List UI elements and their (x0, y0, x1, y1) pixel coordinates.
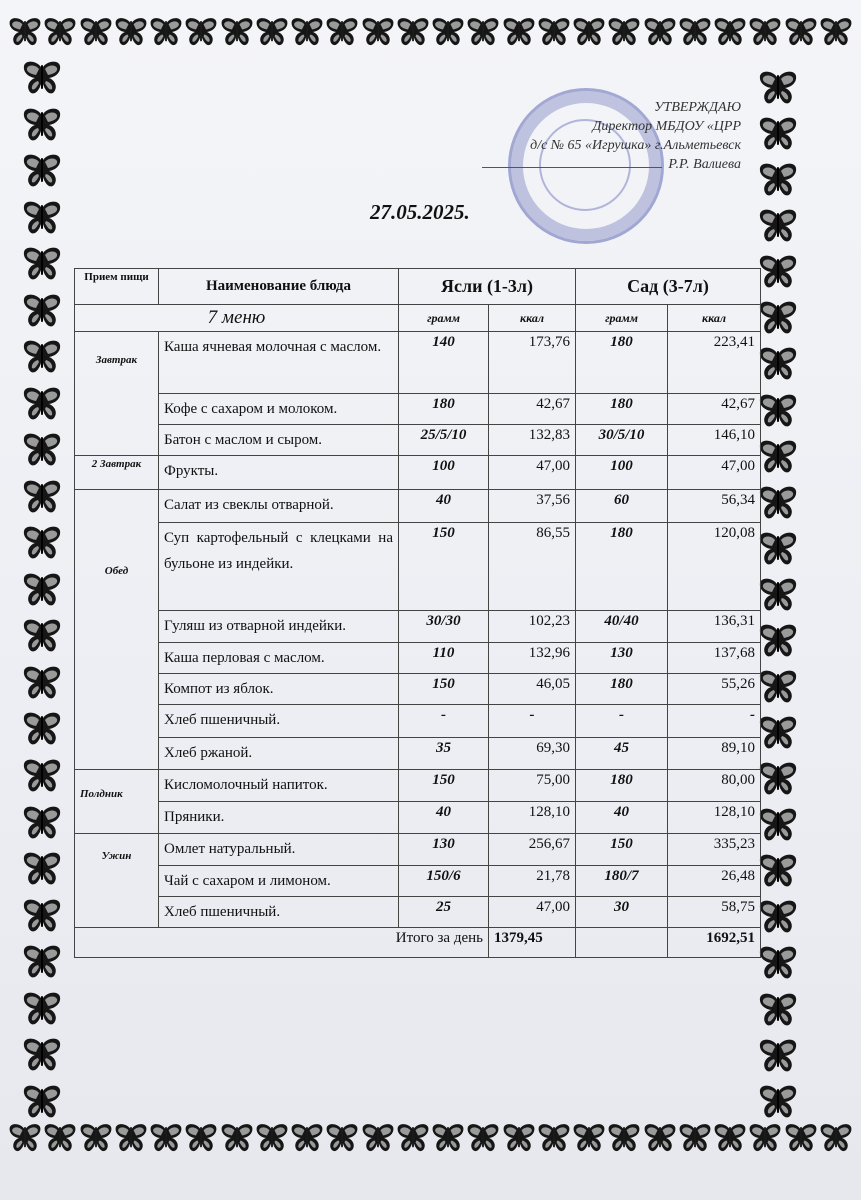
dish-name: Омлет натуральный. (159, 834, 399, 866)
menu-date: 27.05.2025. (370, 200, 470, 224)
butterfly-icon (758, 254, 798, 290)
butterfly-icon (22, 1084, 62, 1120)
butterfly-icon (22, 479, 62, 515)
butterfly-icon (396, 16, 430, 48)
approval-line-1: УТВЕРЖДАЮ (654, 100, 741, 115)
butterfly-icon (22, 246, 62, 282)
meal-lunch: Обед (75, 490, 159, 770)
nursery-gram: 150 (399, 674, 489, 705)
approval-line-2: Директор МБДОУ «ЦРР (592, 119, 741, 134)
butterfly-icon (290, 16, 324, 48)
nursery-kcal: 132,96 (489, 643, 576, 674)
garden-gram: 180 (576, 523, 668, 611)
butterfly-icon (22, 153, 62, 189)
nursery-kcal: 256,67 (489, 834, 576, 866)
butterfly-icon (537, 1122, 571, 1154)
butterfly-icon (713, 16, 747, 48)
butterfly-icon (502, 16, 536, 48)
header-nursery: Ясли (1-3л) (399, 269, 576, 305)
butterfly-icon (361, 1122, 395, 1154)
garden-kcal: 120,08 (668, 523, 761, 611)
garden-kcal: 89,10 (668, 738, 761, 770)
dish-name: Чай с сахаром и лимоном. (159, 866, 399, 897)
garden-gram: 40/40 (576, 611, 668, 643)
butterfly-icon (758, 208, 798, 244)
dish-name: Суп картофельный с клецками на бульоне из индейки. (159, 523, 399, 611)
table-row (75, 456, 761, 490)
nursery-gram: 25/5/10 (399, 425, 489, 456)
garden-gram: 45 (576, 738, 668, 770)
garden-kcal: - (668, 705, 761, 738)
garden-kcal: 26,48 (668, 866, 761, 897)
dish-name: Хлеб пшеничный. (159, 705, 399, 738)
table-row (75, 523, 761, 611)
butterfly-icon (22, 711, 62, 747)
butterfly-icon (678, 1122, 712, 1154)
nursery-gram: - (399, 705, 489, 738)
table-row (75, 897, 761, 928)
dish-name: Фрукты. (159, 456, 399, 490)
menu-title: 7 меню (75, 305, 399, 332)
nursery-kcal: 102,23 (489, 611, 576, 643)
table-row (75, 770, 761, 802)
butterfly-icon (396, 1122, 430, 1154)
garden-gram: 40 (576, 802, 668, 834)
butterfly-icon (22, 1037, 62, 1073)
nursery-gram: 180 (399, 394, 489, 425)
butterfly-icon (758, 393, 798, 429)
butterfly-border-top (8, 16, 853, 52)
garden-gram: 30 (576, 897, 668, 928)
total-row (75, 928, 761, 958)
butterfly-icon (22, 991, 62, 1027)
nursery-gram: 40 (399, 490, 489, 523)
butterfly-icon (502, 1122, 536, 1154)
nursery-kcal: - (489, 705, 576, 738)
nursery-gram: 100 (399, 456, 489, 490)
nursery-gram: 150 (399, 770, 489, 802)
butterfly-icon (607, 1122, 641, 1154)
garden-gram: 30/5/10 (576, 425, 668, 456)
butterfly-icon (220, 1122, 254, 1154)
approval-line-3: д/с № 65 «Игрушка» г.Альметьевск (530, 138, 741, 153)
butterfly-icon (184, 1122, 218, 1154)
garden-gram: 100 (576, 456, 668, 490)
butterfly-icon (758, 761, 798, 797)
butterfly-icon (22, 339, 62, 375)
butterfly-icon (22, 944, 62, 980)
butterfly-icon (22, 386, 62, 422)
butterfly-icon (758, 485, 798, 521)
nursery-kcal: 47,00 (489, 897, 576, 928)
garden-kcal: 137,68 (668, 643, 761, 674)
butterfly-icon (79, 1122, 113, 1154)
table-row (75, 738, 761, 770)
nursery-kcal: 69,30 (489, 738, 576, 770)
butterfly-border-left (22, 60, 62, 1120)
header-row-2 (75, 305, 761, 332)
butterfly-icon (758, 899, 798, 935)
butterfly-icon (79, 16, 113, 48)
garden-kcal: 58,75 (668, 897, 761, 928)
meal-breakfast-2: 2 Завтрак (75, 456, 159, 490)
table-row (75, 802, 761, 834)
butterfly-icon (758, 853, 798, 889)
nursery-kcal: 173,76 (489, 332, 576, 394)
approval-signature (482, 155, 741, 174)
butterfly-icon (748, 16, 782, 48)
butterfly-icon (784, 16, 818, 48)
garden-kcal: 128,10 (668, 802, 761, 834)
butterfly-icon (149, 16, 183, 48)
table-row (75, 611, 761, 643)
butterfly-icon (361, 16, 395, 48)
header-nursery-gram: грамм (399, 305, 489, 332)
nursery-gram: 150 (399, 523, 489, 611)
nursery-kcal: 47,00 (489, 456, 576, 490)
nursery-gram: 30/30 (399, 611, 489, 643)
table-row (75, 490, 761, 523)
butterfly-icon (758, 162, 798, 198)
table-row (75, 394, 761, 425)
nursery-gram: 150/6 (399, 866, 489, 897)
dish-name: Пряники. (159, 802, 399, 834)
garden-gram: 60 (576, 490, 668, 523)
garden-kcal: 47,00 (668, 456, 761, 490)
garden-gram: 180/7 (576, 866, 668, 897)
butterfly-icon (22, 618, 62, 654)
signature-line (482, 167, 662, 168)
nursery-kcal: 75,00 (489, 770, 576, 802)
nursery-gram: 35 (399, 738, 489, 770)
nursery-kcal: 128,10 (489, 802, 576, 834)
nursery-gram: 40 (399, 802, 489, 834)
butterfly-icon (758, 807, 798, 843)
butterfly-icon (678, 16, 712, 48)
butterfly-icon (784, 1122, 818, 1154)
nursery-kcal: 46,05 (489, 674, 576, 705)
total-label: Итого за день (75, 928, 489, 958)
butterfly-icon (22, 432, 62, 468)
meal-breakfast: Завтрак (75, 332, 159, 456)
dish-name: Хлеб пшеничный. (159, 897, 399, 928)
butterfly-icon (758, 300, 798, 336)
garden-kcal: 136,31 (668, 611, 761, 643)
butterfly-icon (758, 669, 798, 705)
butterfly-icon (758, 623, 798, 659)
butterfly-icon (43, 1122, 77, 1154)
butterfly-icon (114, 16, 148, 48)
garden-gram: 180 (576, 674, 668, 705)
nursery-kcal: 42,67 (489, 394, 576, 425)
dish-name: Каша перловая с маслом. (159, 643, 399, 674)
butterfly-icon (643, 16, 677, 48)
butterfly-icon (255, 16, 289, 48)
meal-dinner: Ужин (75, 834, 159, 928)
nursery-kcal: 86,55 (489, 523, 576, 611)
butterfly-icon (758, 945, 798, 981)
butterfly-icon (22, 758, 62, 794)
butterfly-icon (819, 16, 853, 48)
dish-name: Кисломолочный напиток. (159, 770, 399, 802)
table-row (75, 643, 761, 674)
garden-kcal: 42,67 (668, 394, 761, 425)
butterfly-border-right (758, 70, 798, 1120)
nursery-gram: 140 (399, 332, 489, 394)
butterfly-icon (758, 116, 798, 152)
garden-kcal: 146,10 (668, 425, 761, 456)
butterfly-icon (22, 525, 62, 561)
butterfly-icon (607, 16, 641, 48)
butterfly-icon (758, 346, 798, 382)
butterfly-icon (466, 16, 500, 48)
garden-kcal: 55,26 (668, 674, 761, 705)
butterfly-icon (537, 16, 571, 48)
garden-kcal: 335,23 (668, 834, 761, 866)
dish-name: Гуляш из отварной индейки. (159, 611, 399, 643)
header-dish: Наименование блюда (159, 269, 399, 305)
butterfly-icon (8, 1122, 42, 1154)
dish-name: Кофе с сахаром и молоком. (159, 394, 399, 425)
garden-gram: - (576, 705, 668, 738)
butterfly-icon (758, 577, 798, 613)
table-row (75, 834, 761, 866)
butterfly-icon (22, 107, 62, 143)
butterfly-icon (22, 60, 62, 96)
butterfly-icon (184, 16, 218, 48)
butterfly-icon (22, 805, 62, 841)
butterfly-icon (431, 16, 465, 48)
header-garden-gram: грамм (576, 305, 668, 332)
garden-kcal: 80,00 (668, 770, 761, 802)
butterfly-icon (114, 1122, 148, 1154)
menu-table (74, 268, 761, 958)
total-nursery: 1379,45 (489, 928, 576, 958)
butterfly-icon (8, 16, 42, 48)
butterfly-icon (22, 665, 62, 701)
nursery-kcal: 21,78 (489, 866, 576, 897)
butterfly-icon (22, 293, 62, 329)
dish-name: Каша ячневая молочная с маслом. (159, 332, 399, 394)
butterfly-icon (431, 1122, 465, 1154)
total-garden: 1692,51 (668, 928, 761, 958)
butterfly-icon (572, 1122, 606, 1154)
garden-gram: 180 (576, 394, 668, 425)
approval-block (482, 98, 741, 174)
butterfly-icon (22, 898, 62, 934)
dish-name: Компот из яблок. (159, 674, 399, 705)
butterfly-icon (325, 16, 359, 48)
butterfly-icon (758, 1038, 798, 1074)
dish-name: Салат из свеклы отварной. (159, 490, 399, 523)
butterfly-icon (758, 1084, 798, 1120)
table-row (75, 705, 761, 738)
garden-gram: 180 (576, 770, 668, 802)
header-meal: Прием пищи (75, 269, 159, 305)
table-row (75, 866, 761, 897)
garden-kcal: 223,41 (668, 332, 761, 394)
nursery-gram: 130 (399, 834, 489, 866)
butterfly-icon (713, 1122, 747, 1154)
butterfly-icon (572, 16, 606, 48)
nursery-gram: 110 (399, 643, 489, 674)
butterfly-icon (758, 531, 798, 567)
butterfly-border-bottom (8, 1122, 853, 1158)
butterfly-icon (466, 1122, 500, 1154)
butterfly-icon (22, 200, 62, 236)
nursery-kcal: 132,83 (489, 425, 576, 456)
garden-gram: 180 (576, 332, 668, 394)
butterfly-icon (758, 715, 798, 751)
header-garden: Сад (3-7л) (576, 269, 761, 305)
butterfly-icon (220, 16, 254, 48)
butterfly-icon (255, 1122, 289, 1154)
dish-name: Батон с маслом и сыром. (159, 425, 399, 456)
butterfly-icon (748, 1122, 782, 1154)
butterfly-icon (22, 572, 62, 608)
butterfly-icon (325, 1122, 359, 1154)
garden-gram: 130 (576, 643, 668, 674)
butterfly-icon (149, 1122, 183, 1154)
butterfly-icon (43, 16, 77, 48)
butterfly-icon (643, 1122, 677, 1154)
table-row (75, 332, 761, 394)
nursery-gram: 25 (399, 897, 489, 928)
butterfly-icon (22, 851, 62, 887)
butterfly-icon (758, 439, 798, 475)
dish-name: Хлеб ржаной. (159, 738, 399, 770)
garden-gram: 150 (576, 834, 668, 866)
butterfly-icon (819, 1122, 853, 1154)
header-nursery-kcal: ккал (489, 305, 576, 332)
table-row (75, 425, 761, 456)
nursery-kcal: 37,56 (489, 490, 576, 523)
table-row (75, 674, 761, 705)
meal-snack: Полдник (75, 770, 159, 834)
butterfly-icon (758, 70, 798, 106)
approval-line-4: Р.Р. Валиева (668, 157, 741, 172)
butterfly-icon (758, 992, 798, 1028)
butterfly-icon (290, 1122, 324, 1154)
header-row-1 (75, 269, 761, 305)
header-garden-kcal: ккал (668, 305, 761, 332)
garden-kcal: 56,34 (668, 490, 761, 523)
